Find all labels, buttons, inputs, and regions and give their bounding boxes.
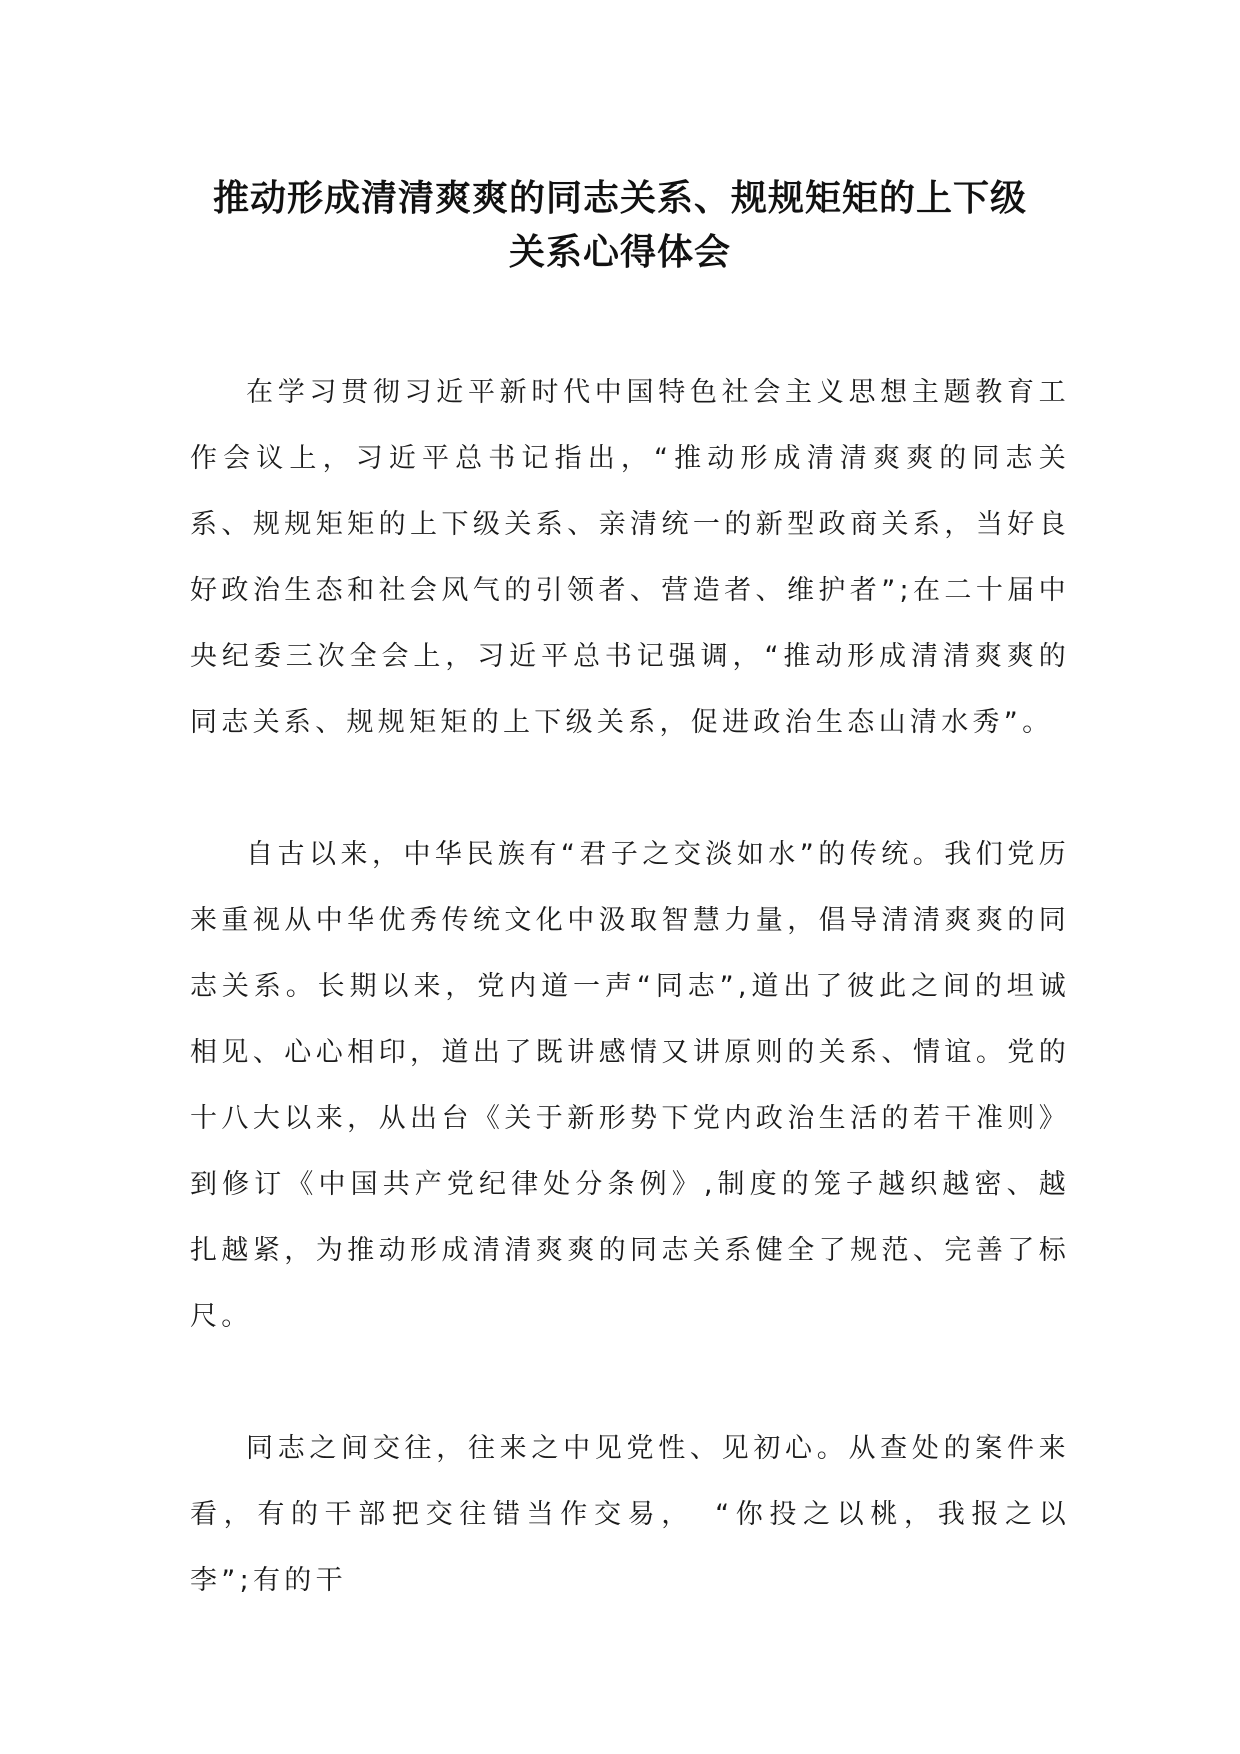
paragraph-2: 自古以来，中华民族有“君子之交淡如水”的传统。我们党历来重视从中华优秀传统文化中汲取智慧力量，倡导清清爽爽的同志关系。长期以来，党内道一声“同志”,道出了彼此之间的坦诚相见、心心相印，道出了既讲感情又讲原则的关系、情谊。党的十八大以来，从出台《关于新形势下党内政治生活的若干准则》到修订《中国共产党纪律处分条例》,制度的笼子越织越密、越扎越紧，为推动形成清清爽爽的同志关系健全了规范、完善了标尺。: [190, 839, 1070, 1332]
document-body: [190, 360, 1070, 1614]
title-line-2: 关系心得体会: [508, 232, 731, 273]
title-line-1: 推动形成清清爽爽的同志关系、规规矩矩的上下级: [212, 178, 1027, 219]
paragraph-1: 在学习贯彻习近平新时代中国特色社会主义思想主题教育工作会议上，习近平总书记指出，“推动形成清清爽爽的同志关系、规规矩矩的上下级关系、亲清统一的新型政商关系，当好良好政治生态和社会风气的引领者、营造者、维护者”;在二十届中央纪委三次全会上，习近平总书记强调，“推动形成清清爽爽的同志关系、规规矩矩的上下级关系，促进政治生态山清水秀”。: [190, 377, 1070, 738]
document-title: [160, 172, 1080, 280]
paragraph-3: 同志之间交往，往来之中见党性、见初心。从查处的案件来看，有的干部把交往错当作交易， “你投之以桃，我报之以李”;有的干: [190, 1433, 1070, 1596]
